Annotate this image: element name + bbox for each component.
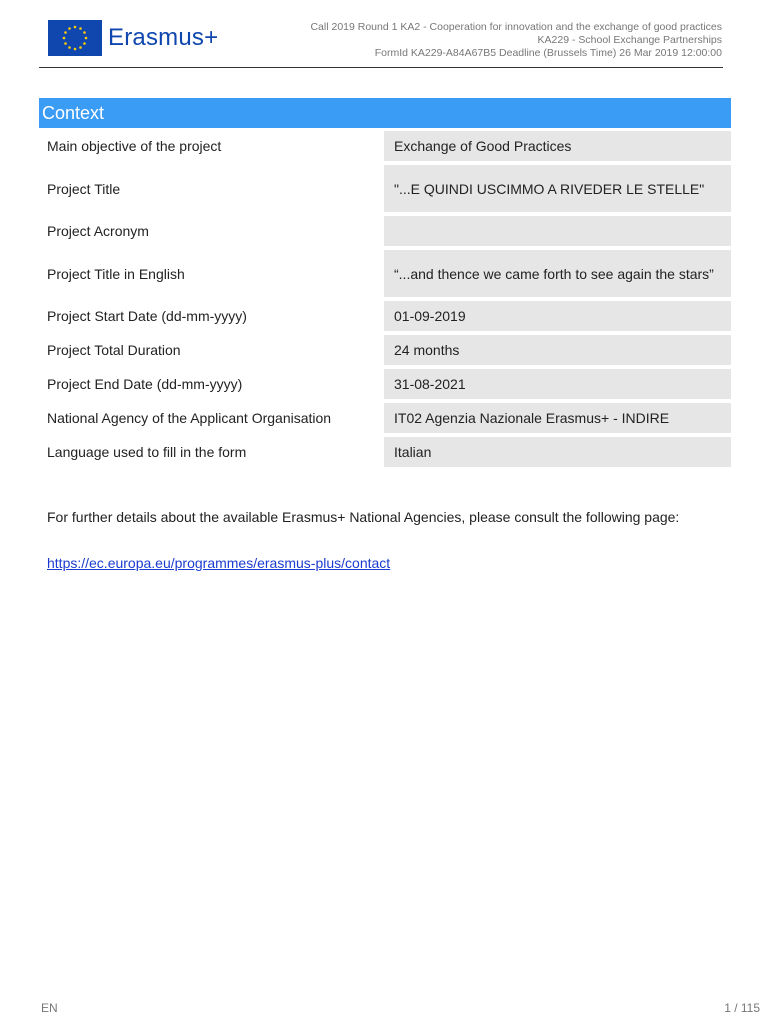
- field-label: Project Start Date (dd-mm-yyyy): [47, 308, 247, 324]
- national-agencies-note: For further details about the available Erasmus+ National Agencies, please consult the following page:: [47, 509, 680, 525]
- field-value: “...and thence we came forth to see again the stars”: [384, 250, 731, 297]
- table-row: [39, 216, 731, 246]
- field-value: 01-09-2019: [384, 301, 731, 331]
- field-label: Project End Date (dd-mm-yyyy): [47, 376, 243, 392]
- table-row: [39, 301, 731, 331]
- brand-name: Erasmus+: [108, 24, 219, 51]
- field-value: Exchange of Good Practices: [384, 131, 731, 161]
- table-row: [39, 131, 731, 161]
- field-value: Italian: [384, 437, 731, 467]
- field-value: IT02 Agenzia Nazionale Erasmus+ - INDIRE: [384, 403, 731, 433]
- table-row: [39, 437, 731, 467]
- field-label: Project Total Duration: [47, 342, 181, 358]
- call-info: [310, 21, 722, 60]
- action-line: KA229 - School Exchange Partnerships: [537, 34, 722, 46]
- field-value: 24 months: [384, 335, 731, 365]
- form-id-line: FormId KA229-A84A67B5 Deadline (Brussels Time) 26 Mar 2019 12:00:00: [374, 47, 722, 59]
- field-label: Project Title: [47, 180, 121, 197]
- footer-language: EN: [41, 1001, 58, 1015]
- context-table: [39, 131, 731, 471]
- table-row: [39, 335, 731, 365]
- national-agencies-link[interactable]: https://ec.europa.eu/programmes/erasmus-plus/contact: [47, 555, 391, 571]
- section-title: Context: [39, 98, 731, 128]
- field-label: Main objective of the project: [47, 138, 222, 154]
- field-label: Language used to fill in the form: [47, 444, 247, 460]
- erasmus-logo: [48, 20, 218, 56]
- call-line: Call 2019 Round 1 KA2 - Cooperation for innovation and the exchange of good practices: [310, 21, 722, 33]
- table-row: [39, 369, 731, 399]
- table-row: [39, 403, 731, 433]
- table-row: [39, 250, 731, 297]
- header-divider: [39, 67, 723, 68]
- footer-page-number: 1 / 115: [724, 1001, 760, 1015]
- field-value: "...E QUINDI USCIMMO A RIVEDER LE STELLE": [384, 165, 731, 212]
- field-label: Project Acronym: [47, 223, 149, 239]
- page-header: [0, 0, 770, 70]
- field-value: 31-08-2021: [384, 369, 731, 399]
- eu-flag-icon: [48, 20, 102, 56]
- field-label: Project Title in English: [47, 265, 185, 282]
- field-value: [384, 216, 731, 246]
- table-row: [39, 165, 731, 212]
- field-label: National Agency of the Applicant Organisation: [47, 410, 332, 426]
